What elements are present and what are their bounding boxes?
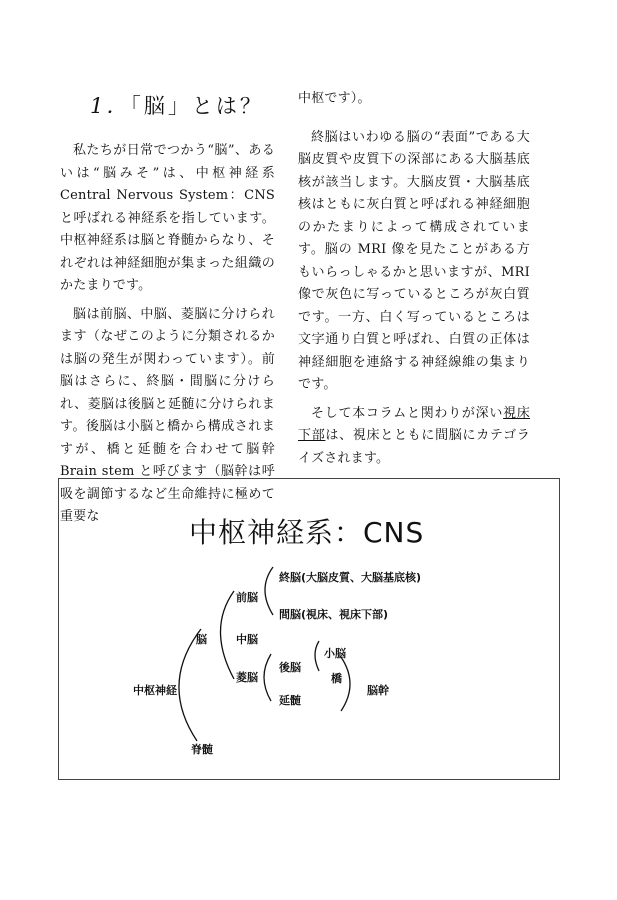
left-column [60, 140, 289, 535]
node-telencephalon: 終脳(大脳皮質、大脳基底核) [279, 571, 422, 584]
right-continuation: 中枢です）。 [298, 91, 371, 106]
left-paragraph-1: 私たちが日常でつかう“脳”、あるいは“脳みそ”は、中枢神経系 Central Nervous System：CNS と呼ばれる神経系を指しています。中枢神経系は脳と脊髄からなり、それぞれは神経細胞が集まった組織のかたまりです。 [60, 143, 289, 293]
node-cerebellum: 小脳 [324, 647, 346, 660]
bracket-brainstem [341, 657, 350, 711]
paragraph-3-tail: は、視床とともに間脳にカテゴライズされます。 [298, 428, 530, 466]
section-number: 1． [90, 94, 131, 118]
node-diencephalon: 間脳(視床、視床下部) [279, 608, 389, 621]
bracket-brain [221, 591, 235, 679]
bracket-rhomb [264, 654, 271, 701]
node-brainstem: 脳幹 [367, 684, 389, 697]
right-column [298, 88, 530, 476]
node-metencephalon: 後脳 [279, 661, 301, 674]
node-medulla: 延髄 [279, 694, 301, 707]
diagram-title: 中枢神経系：CNS [189, 516, 425, 549]
node-spinal-cord: 脊髄 [191, 743, 213, 756]
hypothalamus-underlined: 視床下部 [298, 405, 531, 443]
left-paragraph-2: 脳は前脳、中脳、菱脳に分けられます（なぜこのように分類されるかは脳の発生が関わっています）。前脳はさらに、終脳・間脳に分けられ、菱脳は後脳と延髄に分けられます。後脳は小脳と橋から構成されますが、橋と延髄を合わせて脳幹 Brain stem と呼びます（脳幹は呼吸を調節するなど生命維持に極めて重要な [60, 306, 275, 524]
paragraph-3-lead: そして本コラムと関わりが深い [311, 405, 504, 421]
node-forebrain: 前脳 [236, 591, 258, 604]
node-cns: 中枢神経 [133, 684, 177, 697]
cns-diagram [58, 478, 560, 780]
right-paragraph-2: 終脳はいわゆる脳の“表面”である大脳皮質や皮質下の深部にある大脳基底核が該当します。大脳皮質・大脳基底核はともに灰白質と呼ばれる神経細胞のかたまりによって構成されています。脳の MRI 像を見たことがある方もいらっしゃるかと思いますが、MRI 像で灰色に写っているところが灰白質です。一方、白く写っているところは文字通り白質と呼ばれ、白質の正体は神経細胞を連絡する神経線維の集まりです。 [298, 129, 530, 392]
section-title [90, 90, 264, 120]
node-rhombencephalon: 菱脳 [236, 671, 258, 684]
section-title-text: 「脳」とは？ [130, 94, 264, 118]
node-pons: 橋 [331, 672, 342, 685]
bracket-forebrain [265, 567, 273, 615]
node-midbrain: 中脳 [236, 633, 258, 646]
bracket-metencephalon [315, 641, 319, 671]
right-paragraph-3 [298, 403, 530, 471]
node-brain: 脳 [196, 633, 207, 646]
diagram-brackets [59, 479, 559, 779]
